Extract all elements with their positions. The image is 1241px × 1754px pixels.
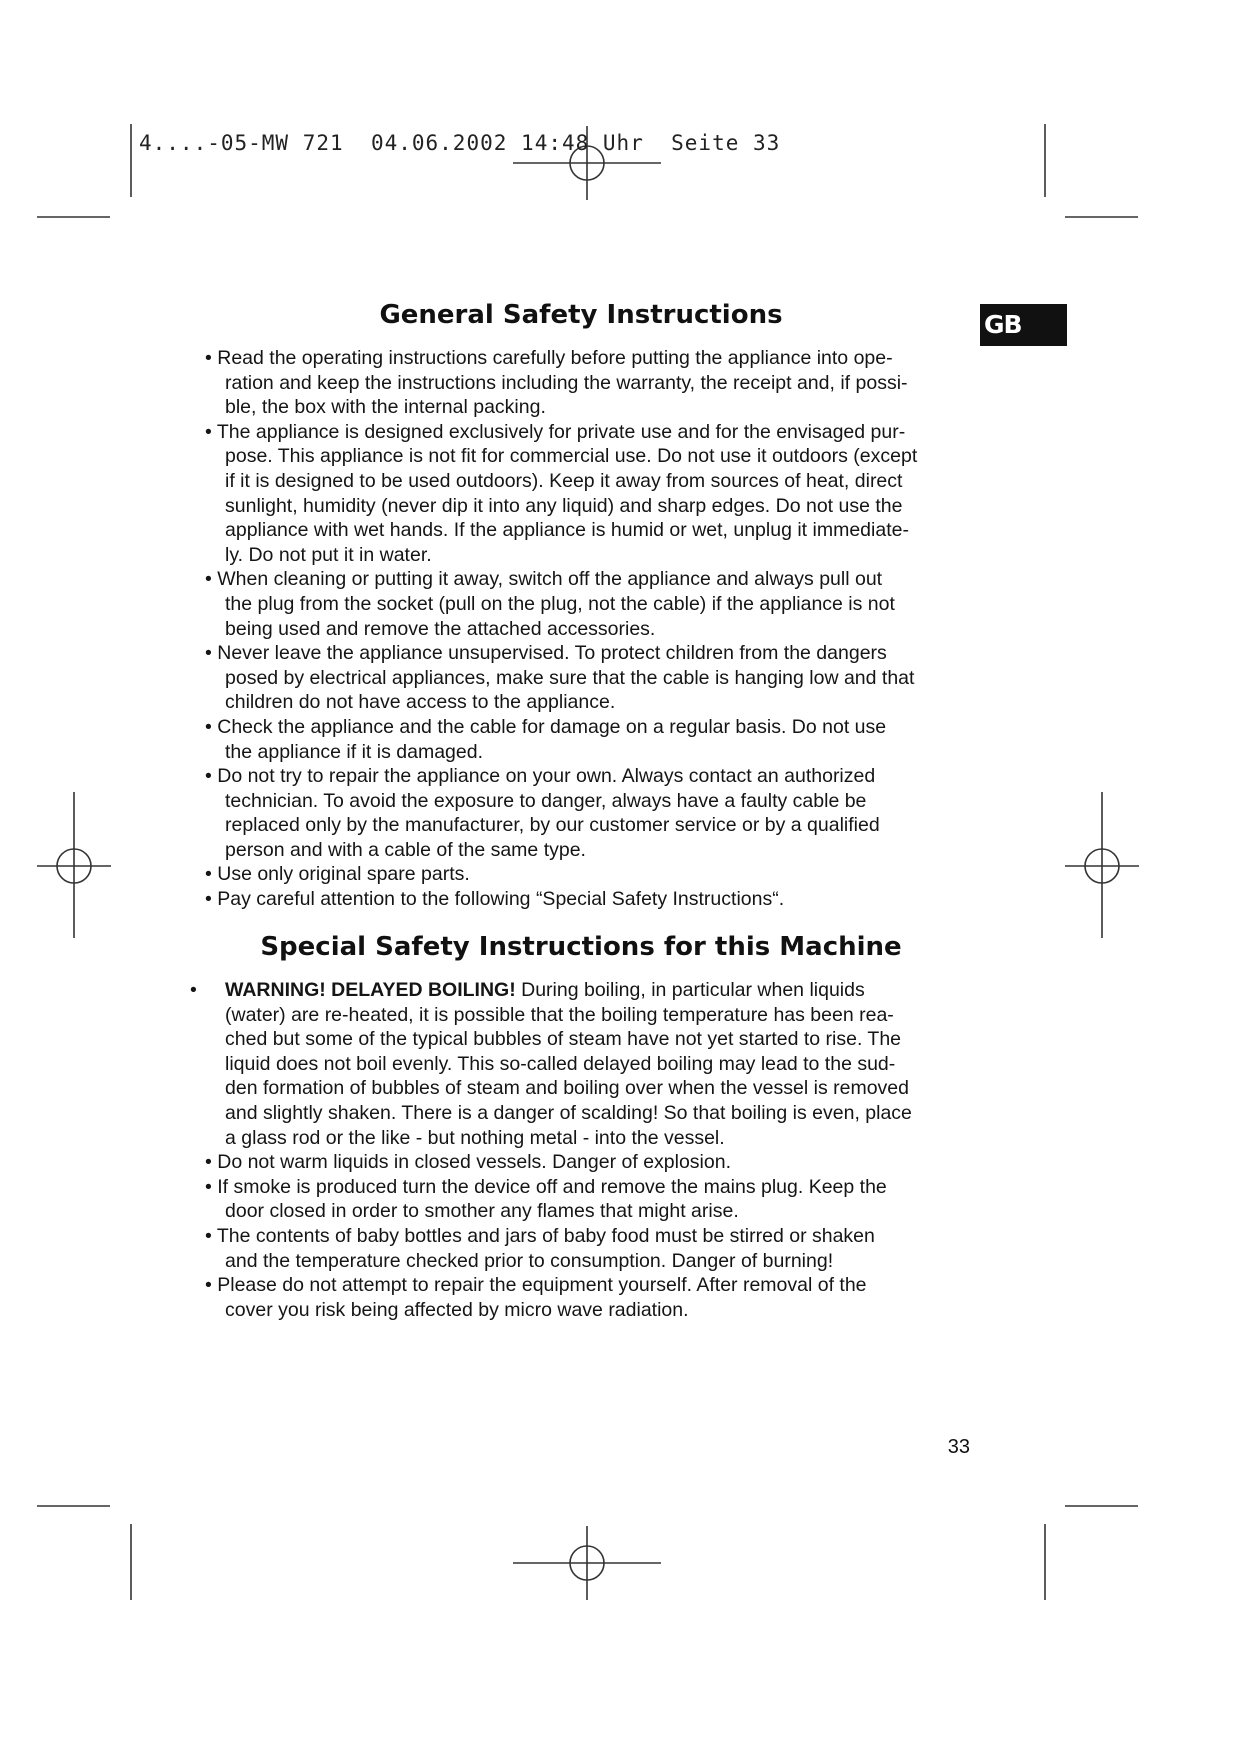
item-line: ration and keep the instructions including the warranty, the receipt and, if possi-: [225, 371, 908, 394]
page-number: 33: [947, 1436, 970, 1458]
item-line: door closed in order to smother any flames that might arise.: [225, 1200, 739, 1223]
item-line: pose. This appliance is not fit for commercial use. Do not use it outdoors (except: [225, 445, 918, 468]
general-safety-list: [190, 346, 980, 912]
list-item: [190, 1273, 980, 1322]
item-line: sunlight, humidity (never dip it into any liquid) and sharp edges. Do not use the: [225, 494, 903, 517]
item-line: cover you risk being affected by micro wave radiation.: [225, 1298, 689, 1321]
print-slug: [139, 131, 780, 155]
item-line: • Pay careful attention to the following “Special Safety Instructions“.: [205, 888, 785, 911]
item-line: replaced only by the manufacturer, by our customer service or by a qualified: [225, 814, 880, 837]
item-line: if it is designed to be used outdoors). Keep it away from sources of heat, direct: [225, 469, 903, 492]
item-line: • Use only original spare parts.: [205, 863, 470, 886]
item-line: children do not have access to the appliance.: [225, 691, 616, 714]
item-line: posed by electrical appliances, make sure that the cable is hanging low and that: [225, 666, 915, 689]
item-line: • The contents of baby bottles and jars of baby food must be stirred or shaken: [205, 1224, 875, 1247]
item-line: and the temperature checked prior to consumption. Danger of burning!: [225, 1249, 834, 1272]
bullet: •: [190, 979, 197, 1001]
item-line: • Read the operating instructions carefully before putting the appliance into ope-: [205, 347, 893, 369]
item-line: (water) are re-heated, it is possible that the boiling temperature has been rea-: [225, 1003, 894, 1026]
item-line: ched but some of the typical bubbles of steam have not yet started to rise. The: [225, 1028, 902, 1051]
item-line: person and with a cable of the same type.: [225, 838, 586, 861]
list-item: [190, 1175, 980, 1224]
item-line: • Check the appliance and the cable for damage on a regular basis. Do not use: [205, 715, 887, 738]
list-item: [190, 641, 980, 715]
item-line: a glass rod or the like - but nothing metal - into the vessel.: [225, 1126, 725, 1149]
language-tab: GB: [980, 304, 1067, 346]
item-line: den formation of bubbles of steam and boiling over when the vessel is removed: [225, 1077, 909, 1100]
item-line: • Never leave the appliance unsupervised. To protect children from the dangers: [205, 642, 887, 665]
list-item: [190, 420, 980, 568]
list-item: [190, 887, 980, 912]
slug-date: 04.06.2002: [370, 131, 508, 155]
item-line: • Please do not attempt to repair the equipment yourself. After removal of the: [205, 1274, 867, 1297]
item-line: technician. To avoid the exposure to danger, always have a faulty cable be: [225, 789, 867, 812]
slug-job: 4....-05-MW 721: [139, 131, 344, 155]
item-line: the plug from the socket (pull on the plug, not the cable) if the appliance is not: [225, 592, 895, 615]
list-item: [190, 346, 980, 420]
special-safety-title: Special Safety Instructions for this Machine: [260, 932, 902, 962]
slug-page: Seite 33: [671, 131, 781, 155]
warning-label: WARNING! DELAYED BOILING!: [225, 979, 516, 1001]
registration-target-bottom: [513, 1526, 661, 1600]
list-item: [190, 567, 980, 641]
item-line: appliance with wet hands. If the appliance is humid or wet, unplug it immediate-: [225, 519, 909, 542]
registration-target-right: [1065, 792, 1139, 938]
item-line: • If smoke is produced turn the device off and remove the mains plug. Keep the: [205, 1175, 887, 1198]
item-line: and slightly shaken. There is a danger of scalding! So that boiling is even, place: [225, 1101, 912, 1124]
special-safety-list: [190, 978, 980, 1322]
general-safety-title: General Safety Instructions: [379, 300, 783, 330]
item-line: • When cleaning or putting it away, switch off the appliance and always pull out: [205, 568, 883, 591]
slug-time: 14:48 Uhr: [521, 131, 644, 155]
item-line: ly. Do not put it in water.: [225, 543, 432, 566]
item-line: the appliance if it is damaged.: [225, 740, 483, 763]
list-item: [190, 764, 980, 862]
item-line: ble, the box with the internal packing.: [225, 396, 546, 419]
item-line: During boiling, in particular when liquids: [515, 979, 865, 1001]
list-item: [190, 862, 980, 887]
item-line: • Do not warm liquids in closed vessels. Danger of explosion.: [205, 1151, 731, 1174]
registration-target-left: [37, 792, 111, 938]
warning-item: [190, 978, 980, 1150]
list-item: [190, 715, 980, 764]
item-line: • The appliance is designed exclusively for private use and for the envisaged pur-: [205, 420, 906, 443]
list-item: [190, 1224, 980, 1273]
item-line: liquid does not boil evenly. This so-called delayed boiling may lead to the sud-: [225, 1052, 896, 1075]
item-line: being used and remove the attached accessories.: [225, 617, 656, 640]
item-line: • Do not try to repair the appliance on your own. Always contact an authorized: [205, 765, 876, 788]
list-item: [190, 1150, 980, 1175]
